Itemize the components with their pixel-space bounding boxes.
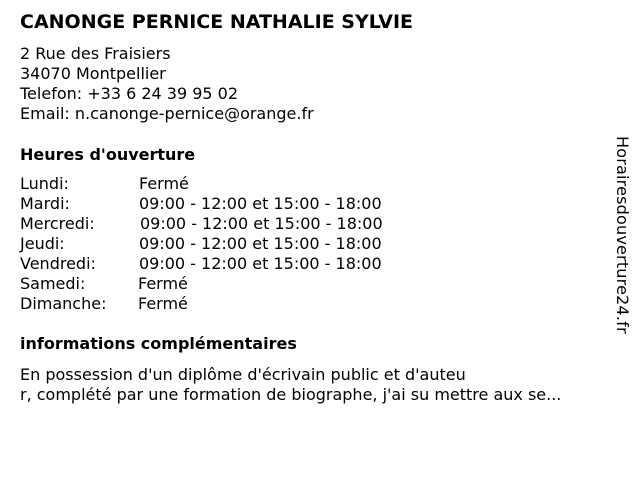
info-line-1: En possession d'un diplôme d'écrivain public et d'auteu bbox=[20, 365, 466, 384]
hours-day: Vendredi: bbox=[20, 254, 96, 273]
hours-time: Fermé bbox=[138, 294, 188, 313]
hours-time: 09:00 - 12:00 et 15:00 - 18:00 bbox=[139, 254, 382, 273]
info-line-2: r, complété par une formation de biographe, j'ai su mettre aux se... bbox=[20, 385, 562, 404]
hours-day: Mardi: bbox=[20, 194, 70, 213]
street-address: 2 Rue des Fraisiers bbox=[20, 44, 171, 63]
hours-time: Fermé bbox=[139, 174, 189, 193]
phone-number: Telefon: +33 6 24 39 95 02 bbox=[20, 84, 239, 103]
additional-info-text bbox=[20, 365, 561, 405]
hours-day: Mercredi: bbox=[20, 214, 95, 233]
hours-day: Dimanche: bbox=[20, 294, 107, 313]
hours-time: 09:00 - 12:00 et 15:00 - 18:00 bbox=[139, 194, 382, 213]
hours-day: Samedi: bbox=[20, 274, 86, 293]
email-address: Email: n.canonge-pernice@orange.fr bbox=[20, 104, 314, 123]
city-address: 34070 Montpellier bbox=[20, 64, 166, 83]
hours-day: Jeudi: bbox=[20, 234, 65, 253]
hours-time: 09:00 - 12:00 et 15:00 - 18:00 bbox=[140, 214, 383, 233]
additional-info-heading: informations complémentaires bbox=[20, 334, 297, 353]
hours-time: 09:00 - 12:00 et 15:00 - 18:00 bbox=[139, 234, 382, 253]
business-name: CANONGE PERNICE NATHALIE SYLVIE bbox=[20, 11, 413, 33]
hours-time: Fermé bbox=[138, 274, 188, 293]
hours-day: Lundi: bbox=[20, 174, 69, 193]
contact-block bbox=[20, 44, 314, 124]
opening-hours-heading: Heures d'ouverture bbox=[20, 145, 196, 164]
site-watermark: Horairesdouverture24.fr bbox=[613, 136, 632, 334]
